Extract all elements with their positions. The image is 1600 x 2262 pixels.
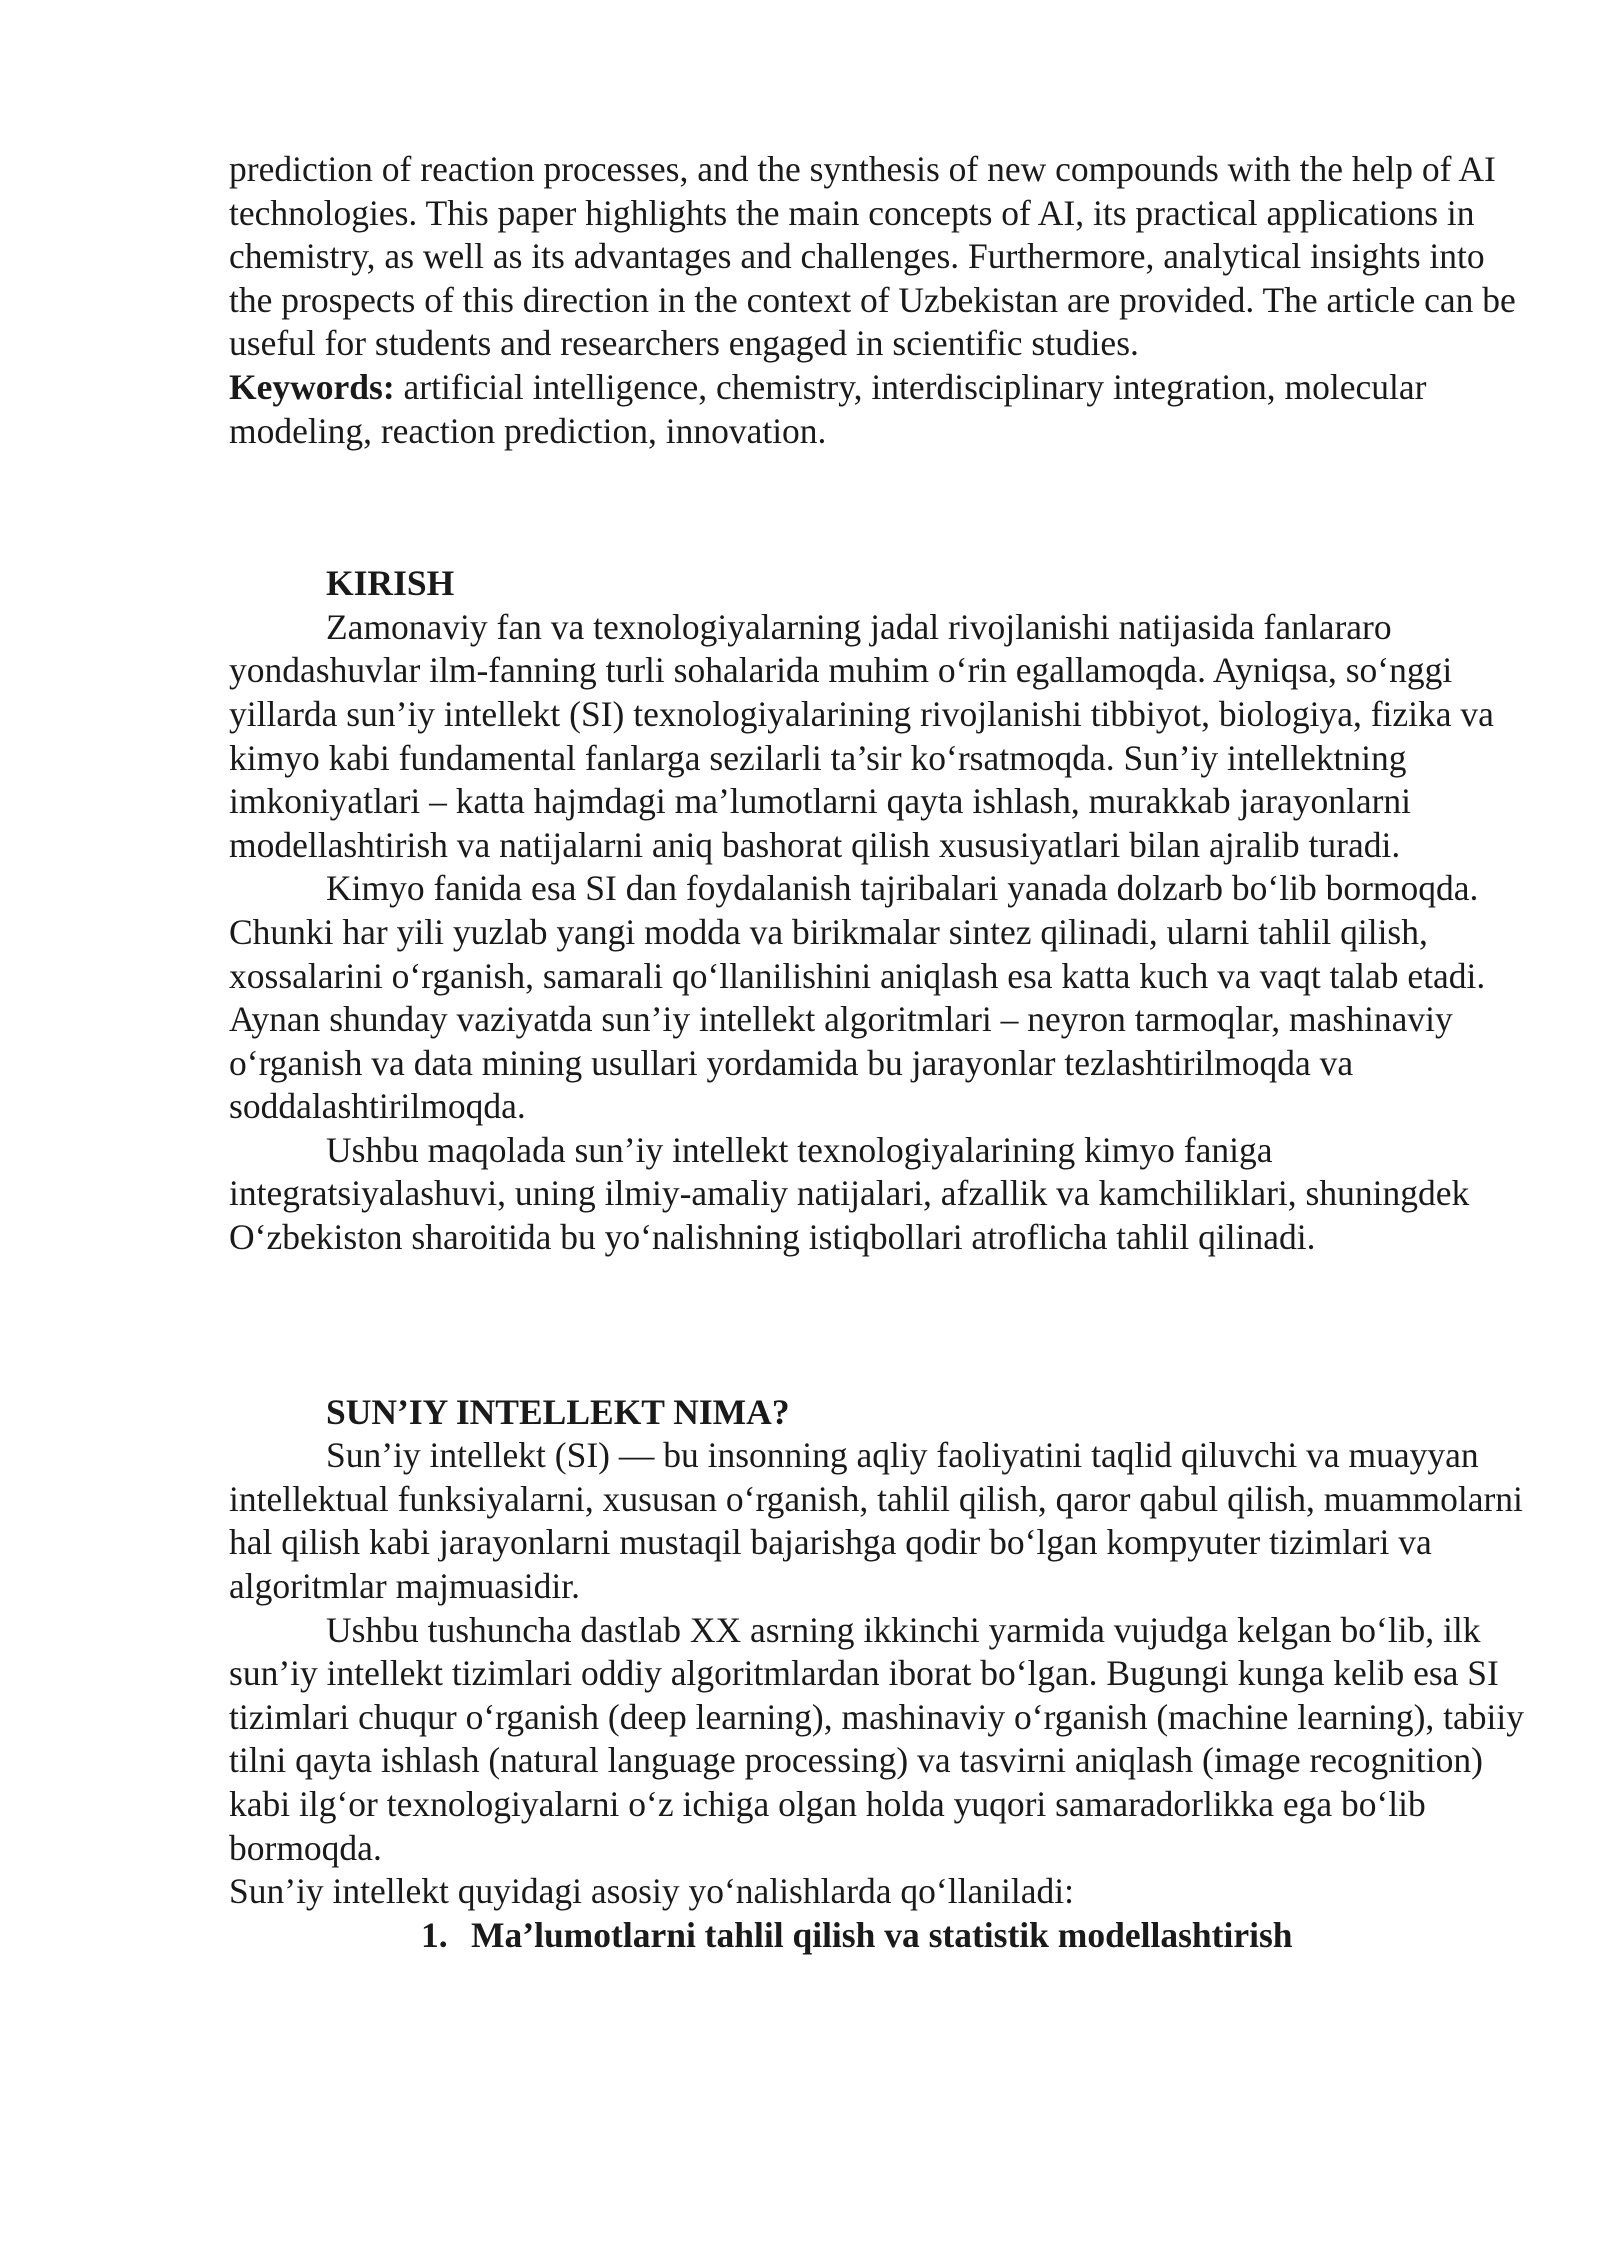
list-item-number: 1. <box>421 1914 448 1955</box>
si-paragraph-1: Sun’iy intellekt (SI) — bu insonning aqliy faoliyatini taqlid qiluvchi va muayyan intellektual funksiyalarni, xususan o‘rganish, tahlil qilish, qaror qabul qilish, muammolarni hal qilish kabi jarayonlarni mustaqil bajarishga qodir bo‘lgan kompyuter tizimlari va algoritmlar majmuasidir. <box>229 1435 1523 1607</box>
si-applications-list <box>229 1914 1529 1958</box>
section-spacer <box>229 1260 1529 1391</box>
kirish-paragraph-2: Kimyo fanida esa SI dan foydalanish tajribalari yanada dolzarb bo‘lib bormoqda. Chunki har yili yuzlab yangi modda va birikmalar sintez qilinadi, ularni tahlil qilish, xossalarini o‘rganish, samarali qo‘llanilishini aniqlash esa katta kuch va vaqt talab etadi. Aynan shunday vaziyatda sun’iy intellekt algoritmlari – neyron tarmoqlar, mashinaviy o‘rganish va data mining usullari yordamida bu jarayonlar tezlashtirilmoqda va soddalashtirilmoqda. <box>229 868 1486 1127</box>
list-item <box>229 1914 1529 1958</box>
si-paragraph-2: Ushbu tushuncha dastlab XX asrning ikkinchi yarmida vujudga kelgan bo‘lib, ilk sun’iy intellekt tizimlari oddiy algoritmlardan iborat bo‘lgan. Bugungi kunga kelib esa SI tizimlari chuqur o‘rganish (deep learning), mashinaviy o‘rganish (machine learning), tabiiy tilni qayta ishlash (natural language processing) va tasvirni aniqlash (image recognition) kabi ilg‘or texnologiyalarni o‘z ichiga olgan holda yuqori samaradorlikka ega bo‘lib bormoqda. <box>229 1609 1525 1868</box>
abstract-continuation: prediction of reaction processes, and the synthesis of new compounds with the help of AI technologies. This paper highlights the main concepts of AI, its practical applications in chemistry, as well as its advantages and challenges. Furthermore, analytical insights into the prospects of this direction in the context of Uzbekistan are provided. The article can be useful for students and researchers engaged in scientific studies. <box>229 149 1516 364</box>
section-heading-kirish: KIRISH <box>326 563 455 604</box>
section-spacer <box>229 453 1529 562</box>
document-page <box>229 148 1529 1957</box>
keywords-label: Keywords: <box>229 366 395 407</box>
section-heading-si: SUN’IY INTELLEKT NIMA? <box>326 1391 790 1432</box>
si-list-intro: Sun’iy intellekt quyidagi asosiy yo‘nalishlarda qo‘llaniladi: <box>229 1871 1074 1912</box>
keywords-line <box>229 366 1529 453</box>
kirish-paragraph-3: Ushbu maqolada sun’iy intellekt texnologiyalarining kimyo faniga integratsiyalashuvi, uning ilmiy-amaliy natijalari, afzallik va kamchiliklari, shuningdek O‘zbekiston sharoitida bu yo‘nalishning istiqbollari atroflicha tahlil qilinadi. <box>229 1129 1470 1258</box>
keywords-text: artificial intelligence, chemistry, interdisciplinary integration, molecular modeling, reaction prediction, innovation. <box>229 366 1427 451</box>
list-item-text: Ma’lumotlarni tahlil qilish va statistik modellashtirish <box>471 1914 1293 1955</box>
kirish-paragraph-1: Zamonaviy fan va texnologiyalarning jadal rivojlanishi natijasida fanlararo yondashuvlar ilm-fanning turli sohalarida muhim o‘rin egallamoqda. Ayniqsa, so‘nggi yillarda sun’iy intellekt (SI) texnologiyalarining rivojlanishi tibbiyot, biologiya, fizika va kimyo kabi fundamental fanlarga sezilarli ta’sir ko‘rsatmoqda. Sun’iy intellektning imkoniyatlari – katta hajmdagi ma’lumotlarni qayta ishlash, murakkab jarayonlarni modellashtirish va natijalarni aniq bashorat qilish xususiyatlari bilan ajralib turadi. <box>229 606 1494 865</box>
